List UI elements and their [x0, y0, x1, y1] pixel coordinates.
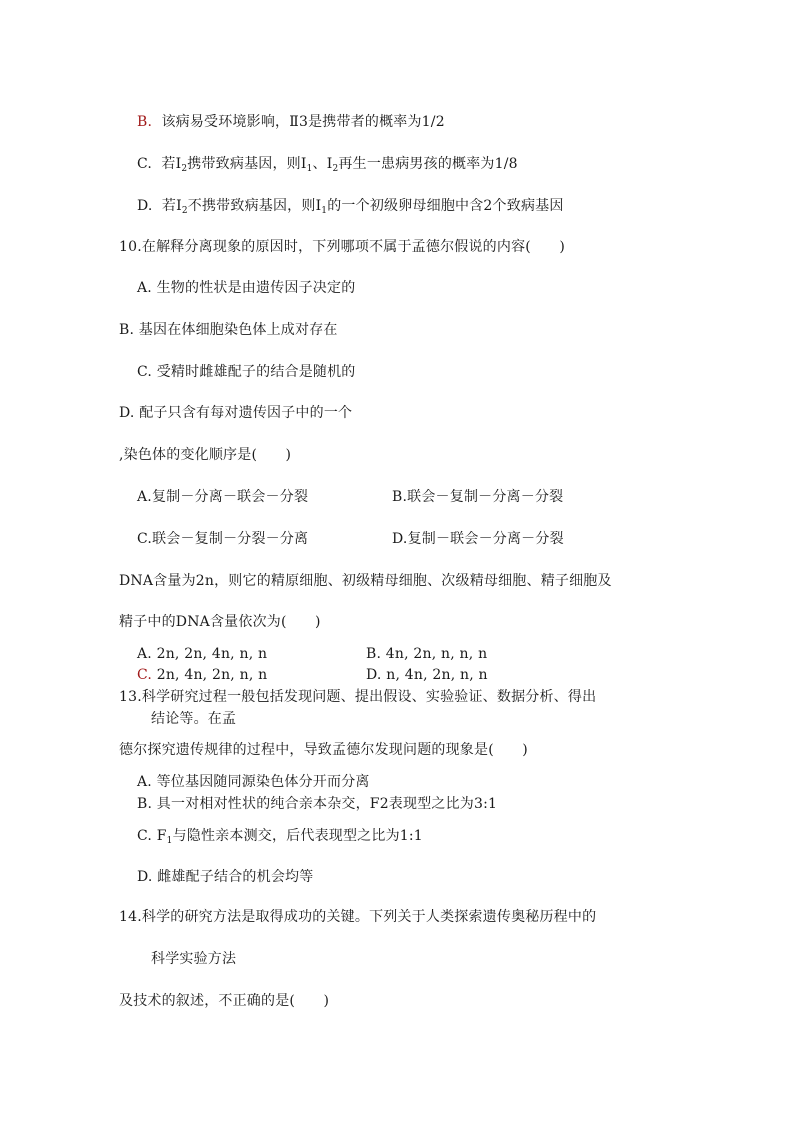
- q14-stem-line2: 科学实验方法: [151, 951, 237, 967]
- q9-option-c-part: 再生一患病男孩的概率为1/8: [338, 156, 518, 172]
- q12-option-c-text: 2n, 4n, 2n, n, n: [152, 667, 268, 683]
- q13-option-d: D. 雌雄配子结合的机会均等: [137, 869, 314, 885]
- q9-option-c-sub: 2: [332, 164, 339, 174]
- q9-option-d-sub: 2: [181, 206, 188, 216]
- q9-option-b-label: B.: [137, 114, 153, 130]
- q9-option-d-part: 的一个初级卵母细胞中含2个致病基因: [327, 198, 564, 214]
- q13-option-c: [137, 827, 423, 850]
- q12-option-c: [137, 666, 267, 684]
- q9-option-c-part: 、I: [312, 156, 333, 172]
- q9-option-d-label: D.: [137, 198, 153, 214]
- q9-option-d: [137, 197, 564, 220]
- q9-option-d-part: 若I: [161, 198, 182, 214]
- q9-option-c-part: 携带致病基因，则I: [187, 156, 307, 172]
- q9-option-b-text: 该病易受环境影响，Ⅱ3是携带者的概率为1/2: [161, 114, 445, 130]
- q14-stem-line3: 及技术的叙述，不正确的是( ): [119, 993, 330, 1009]
- q13-option-c-part: C. F: [137, 828, 167, 844]
- q12-option-b: B. 4n, 2n, n, n, n: [366, 646, 488, 662]
- q13-option-b: B. 具一对相对性状的纯合亲本杂交，F2表现型之比为3:1: [137, 796, 498, 812]
- q9-option-d-sub: 1: [321, 206, 328, 216]
- q9-option-c-label: C.: [137, 156, 153, 172]
- q13-stem-line3: 德尔探究遗传规律的过程中，导致孟德尔发现问题的现象是( ): [119, 742, 528, 758]
- q12-option-d: D. n, 4n, 2n, n, n: [366, 667, 488, 683]
- q11-option-d: D.复制－联会－分离－分裂: [392, 531, 564, 547]
- q9-option-c-part: 若I: [161, 156, 182, 172]
- q11-option-b: B.联会－复制－分离－分裂: [392, 489, 564, 505]
- q13-option-a: A. 等位基因随同源染色体分开而分离: [137, 774, 370, 790]
- q13-stem-line2: 结论等。在孟: [151, 711, 237, 727]
- q9-option-c: [137, 155, 518, 178]
- q9-option-d-part: 不携带致病基因，则I: [187, 198, 322, 214]
- q12-option-a: A. 2n, 2n, 4n, n, n: [137, 646, 268, 662]
- q11-stem: ,染色体的变化顺序是( ): [119, 447, 292, 463]
- q10-stem: 10.在解释分离现象的原因时，下列哪项不属于孟德尔假说的内容( ): [119, 239, 565, 255]
- q9-option-b: [137, 113, 445, 131]
- q13-option-c-part: 与隐性亲本测交，后代表现型之比为1:1: [172, 828, 423, 844]
- q9-option-c-sub: 1: [306, 164, 313, 174]
- q11-option-a: A.复制－分离－联会－分裂: [137, 489, 309, 505]
- q10-option-a: A. 生物的性状是由遗传因子决定的: [137, 280, 356, 296]
- q11-option-c: C.联会－复制－分裂－分离: [137, 531, 309, 547]
- q12-option-c-label: C.: [137, 667, 153, 683]
- q14-stem-line1: 14.科学的研究方法是取得成功的关键。下列关于人类探索遗传奥秘历程中的: [119, 909, 597, 925]
- q10-option-d: D. 配子只含有每对遗传因子中的一个: [119, 405, 353, 421]
- q10-option-b: B. 基因在体细胞染色体上成对存在: [119, 322, 338, 338]
- q12-stem-line2: 精子中的DNA含量依次为( ): [119, 614, 321, 630]
- q12-stem-line1: DNA含量为2n，则它的精原细胞、初级精母细胞、次级精母细胞、精子细胞及: [119, 573, 612, 589]
- q13-option-c-sub: 1: [166, 836, 173, 846]
- q13-stem-line1: 13.科学研究过程一般包括发现问题、提出假设、实验验证、数据分析、得出: [119, 689, 597, 705]
- q10-option-c: C. 受精时雌雄配子的结合是随机的: [137, 364, 356, 380]
- q9-option-c-sub: 2: [181, 164, 188, 174]
